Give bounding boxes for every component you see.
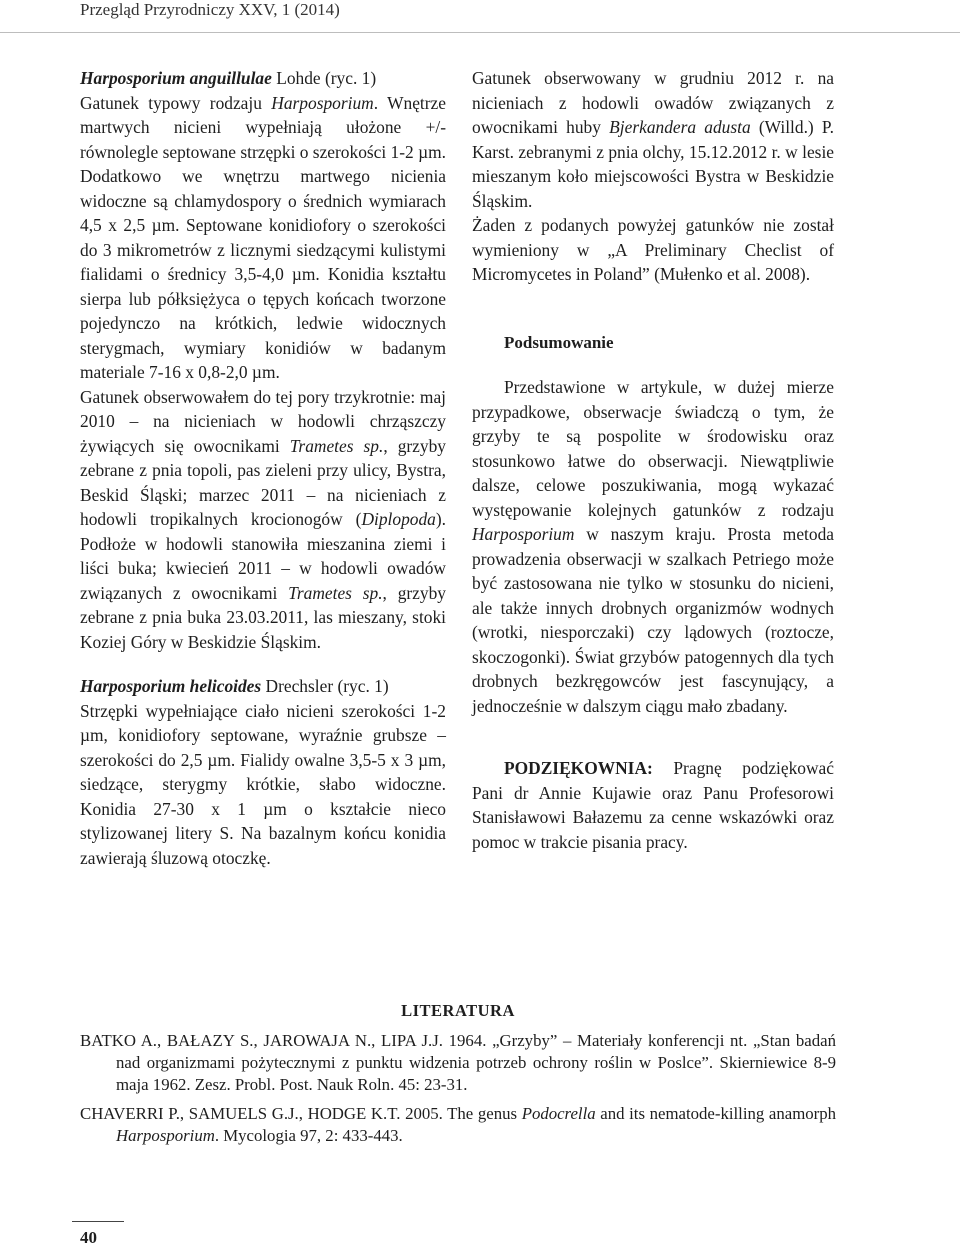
acknowledgements (472, 756, 834, 854)
text-run: . Wnętrze martwych nicieni wypełniają ułożone +/- równolegle septowane strzępki o szerokości 1-2 µm. Dodatkowo we wnętrzu martwego nicienia widoczne są chlamydospory o średnich wymiarach 4,5 x 2,5 µm. Septowane konidiofory o szerokości do 3 mikrometrów z licznymi siedzącymi kulistymi fialidami o średnicy 3,5-4,0 µm. Konidia kształtu sierpa lub półksiężyca o tępych końcach tworzone pojedynczo na krótkich, ledwie widocznych sterygmach, wymiary konidiów w badanym materiale 7-16 x 0,8-2,0 µm. (80, 92, 446, 382)
section-title: Podsumowanie (504, 332, 614, 352)
text-run: CHAVERRI P., SAMUELS G.J., HODGE K.T. 2005. The genus (80, 1104, 522, 1123)
summary-paragraph (472, 375, 834, 718)
text-run: , grzyby zebrane z pnia topoli, pas zieleni przy ulicy, Bystra, Beskid Śląski; marzec 2011 – na nicieniach z hodowli tropikalnych krocionogów ( (80, 435, 446, 529)
italic-run: Diplopoda (361, 509, 436, 529)
text-run: w naszym kraju. Prosta metoda prowadzenia obserwacji w szalkach Petriego może być zastosowana nie tylko w stosunku do nicieni, ale także innych drobnych organizmów wodnych (wrotki, niesporczaki) czy lądowych (roztocze, skoczogonki). Świat grzybów patogennych dla tych drobnych bezkręgowców jest fascynujący, a jednocześnie w dalszym ciągu mało zbadany. (472, 524, 834, 716)
left-column (80, 66, 446, 870)
running-head: Przegląd Przyrodniczy XXV, 1 (2014) (80, 0, 340, 19)
italic-run: Trametes sp. (288, 582, 383, 603)
species-description (80, 91, 446, 385)
checklist-note: Żaden z podanych powyżej gatunków nie został wymieniony w „A Preliminary Checlist of Micromycetes in Poland” (Mułenko et al. 2008). (472, 215, 834, 284)
species-name: Harposporium anguillulae (80, 68, 272, 88)
acknowledgements-label: PODZIĘKOWNIA: (504, 758, 653, 778)
text-run: , grzyby zebrane z pnia buka 23.03.2011, las mieszany, stoki Koziej Góry w Beskidzie Śląskim. (80, 582, 446, 652)
species-author: Lohde (ryc. 1) (271, 68, 377, 88)
italic-run: Harposporium (472, 524, 575, 544)
species-name: Harposporium helicoides (80, 676, 262, 696)
footer-rule (72, 1221, 124, 1222)
italic-run: Harposporium (271, 92, 374, 113)
text-run: Gatunek obserwowany w grudniu 2012 r. na nicieniach z hodowli owadów związanych z owocnikami huby (472, 68, 834, 137)
species-observations (472, 66, 834, 213)
italic-run: Podocrella (521, 1104, 596, 1123)
text-run: . Mycologia 97, 2: 433-443. (214, 1126, 403, 1145)
text-run: (Willd.) P. Karst. zebranymi z pnia olchy, 15.12.2012 r. w lesie mieszanym koło miejscowości Bystra w Beskidzie Śląskim. (472, 117, 835, 211)
species-observations (80, 385, 446, 655)
italic-run: Trametes sp. (289, 435, 384, 456)
literature-title: LITERATURA (401, 1001, 515, 1020)
species-author: Drechsler (ryc. 1) (261, 676, 389, 696)
italic-run: Bjerkandera adusta (609, 117, 751, 137)
species-heading (80, 66, 446, 91)
header-rule (0, 32, 960, 33)
text-run: ). Podłoże w hodowli stanowiła mieszanina ziemi i liści buka; kwiecień 2011 – w hodowli owadów związanych z owocnikami (80, 509, 446, 603)
text-run: Gatunek typowy rodzaju (80, 92, 272, 113)
reference-item: BATKO A., BAŁAZY S., JAROWAJA N., LIPA J.J. 1964. „Grzyby” – Materiały konferencji nt. „Stan badań nad organizmami pożytecznymi z punktu widzenia potrzeb ochrony roślin w Poslce”. Skierniewice 8-9 maja 1962. Zesz. Probl. Post. Nauk Roln. 45: 23-31. (80, 1031, 836, 1094)
species-description: Strzępki wypełniające ciało nicieni szerokości 1-2 µm, konidiofory septowane, wyraźnie grubsze – szerokości do 2,5 µm. Fialidy owalne 3,5-5 x 3 µm, siedzące, sterygmy krótkie, słabo widoczne. Konidia 27-30 x 1 µm o kształcie nieco stylizowanej litery S. Na bazalnym końcu konidia zawierają śluzową otoczkę. (80, 700, 446, 868)
acknowledgements-text: Pragnę podziękować Pani dr Annie Kujawie oraz Panu Profesorowi Stanisławowi Bałazemu za cenne wskazówki oraz pomoc w trakcie pisania pracy. (472, 758, 834, 852)
species-heading (80, 674, 446, 699)
text-run: Gatunek obserwowałem do tej pory trzykrotnie: maj 2010 – na nicieniach w hodowli chrząszczy żywiących się owocnikami (80, 386, 446, 456)
literature-section (80, 1000, 836, 1154)
right-column (472, 66, 834, 854)
page-number: 40 (80, 1228, 97, 1247)
text-run: Przedstawione w artykule, w dużej mierze przypadkowe, obserwacje świadczą o tym, że grzyby te są pospolite w środowisku oraz stosunkowo łatwe do obserwacji. Niewątpliwie dalsze, celowe poszukiwania, mogą wykazać występowanie kolejnych gatunków z rodzaju (472, 377, 834, 520)
italic-run: Harposporium (116, 1126, 215, 1145)
text-run: and its nematode-killing anamorph (595, 1104, 837, 1123)
reference-item (80, 1103, 836, 1147)
